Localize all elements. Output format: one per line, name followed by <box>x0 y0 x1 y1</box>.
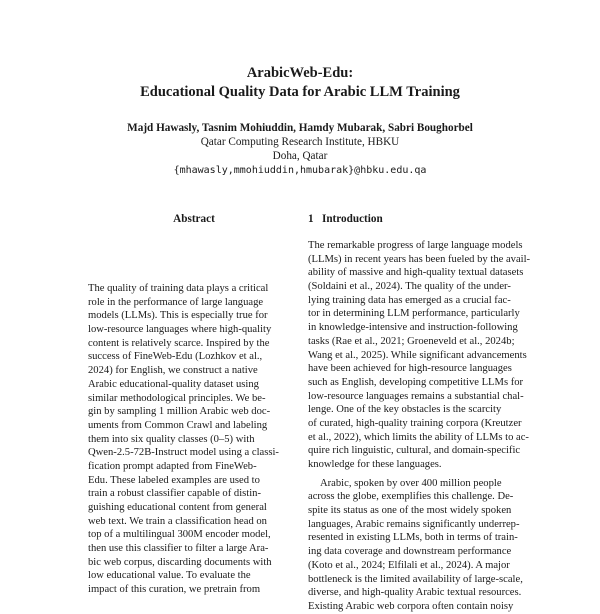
text-line: (Soldaini et al., 2024). The quality of the under- <box>308 281 511 293</box>
author-list: Majd Hawasly, Tasnim Mohiuddin, Hamdy Mubarak, Sabri Boughorbel <box>127 122 473 134</box>
text-line: quire rich linguistic, cultural, and domain-specific <box>308 445 521 457</box>
text-line: of curated, high-quality training corpora (Kreutzer <box>308 417 522 429</box>
introduction-body <box>308 239 568 614</box>
text-line: spite its status as one of the most widely spoken <box>308 505 512 517</box>
author-email: {mhawasly,mmohiuddin,hmubarak}@hbku.edu.qa <box>173 165 427 176</box>
text-line: low-resource languages where high-quality <box>88 324 272 336</box>
text-line: top of a multilingual 300M encoder model, <box>88 529 271 541</box>
text-line: Qwen-2.5-72B-Instruct model using a classi- <box>88 447 279 459</box>
text-line: Arabic, spoken by over 400 million people <box>320 477 502 489</box>
text-line: impact of this curation, we pretrain from <box>88 584 261 596</box>
text-line: train a robust classifier capable of distin- <box>88 488 261 500</box>
introduction-heading <box>308 212 568 226</box>
text-line: guishing educational content from general <box>88 502 267 513</box>
text-line: tor in determining LLM performance, particularly <box>308 308 520 320</box>
text-line: 2024) for English, we construct a native <box>88 365 258 377</box>
text-line: Arabic educational-quality dataset using <box>88 378 259 390</box>
text-line: ing data coverage and downstream performance <box>308 546 512 558</box>
text-line: such as English, developing competitive LLMs for <box>308 376 524 388</box>
text-line: Existing Arabic web corpora often contain noisy <box>308 600 514 612</box>
text-line: lenge. One of the key obstacles is the scarcity <box>308 404 502 416</box>
text-line: fication prompt adapted from FineWeb- <box>88 460 257 472</box>
text-line: Edu. These labeled examples are used to <box>88 474 260 486</box>
text-line: languages, Arabic remains significantly underrep- <box>308 518 520 530</box>
text-line: ability of massive and high-quality textual datasets <box>308 267 524 279</box>
text-line: uments from Common Crawl and labeling <box>88 419 268 431</box>
text-line: content is relatively scarce. Inspired by the <box>88 337 270 349</box>
text-line: lying training data has emerged as a crucial fac- <box>308 294 511 306</box>
abstract-heading: Abstract <box>173 213 215 225</box>
text-line: The quality of training data plays a critical <box>88 283 269 294</box>
text-line: diverse, and high-quality Arabic textual resources. <box>308 587 522 599</box>
text-line: similar methodological principles. We be- <box>88 392 266 404</box>
text-line: role in the performance of large language <box>88 296 264 308</box>
section-number: 1 <box>308 213 314 225</box>
text-line: success of FineWeb-Edu (Lozhkov et al., <box>88 351 263 363</box>
text-line: low educational value. To evaluate the <box>88 570 251 582</box>
text-line: models (LLMs). This is especially true for <box>88 310 268 322</box>
text-line: bottleneck is the limited availability of large-scale, <box>308 573 523 585</box>
paper-title-line-2: Educational Quality Data for Arabic LLM Training <box>140 84 460 100</box>
text-line: across the globe, exemplifies this challenge. De- <box>308 491 514 503</box>
section-title: Introduction <box>321 213 383 225</box>
paper-title-line-1: ArabicWeb-Edu: <box>246 65 354 81</box>
location: Doha, Qatar <box>272 150 328 162</box>
text-line: have been achieved for high-resource languages <box>308 363 512 375</box>
text-line: Wang et al., 2025). While significant advancements <box>308 349 527 361</box>
text-line: in knowledge-intensive and instruction-following <box>308 322 518 334</box>
text-line: gin by sampling 1 million Arabic web doc- <box>88 406 271 418</box>
affiliation: Qatar Computing Research Institute, HBKU <box>200 136 400 148</box>
abstract-body <box>88 282 300 597</box>
text-line: resented in existing LLMs, both in terms of train- <box>308 532 518 544</box>
text-line: (Koto et al., 2024; Elfilali et al., 2024). A major <box>308 559 510 571</box>
text-line: them into six quality classes (0–5) with <box>88 433 255 445</box>
text-line: et al., 2022), which limits the ability of LLMs to ac- <box>308 431 529 443</box>
text-line: then use this classifier to filter a large Ara- <box>88 543 269 555</box>
text-line: low-resource languages remains a substantial chal- <box>308 390 524 402</box>
text-line: The remarkable progress of large language models <box>308 240 523 251</box>
text-line: web text. We train a classification head on <box>88 515 267 527</box>
text-line: bic web corpus, discarding documents with <box>88 556 272 568</box>
text-line: (LLMs) in recent years has been fueled by the avail- <box>308 253 531 265</box>
text-line: knowledge for these languages. <box>308 459 442 470</box>
text-line: tasks (Rae et al., 2021; Groeneveld et al., 2024b; <box>308 335 515 347</box>
